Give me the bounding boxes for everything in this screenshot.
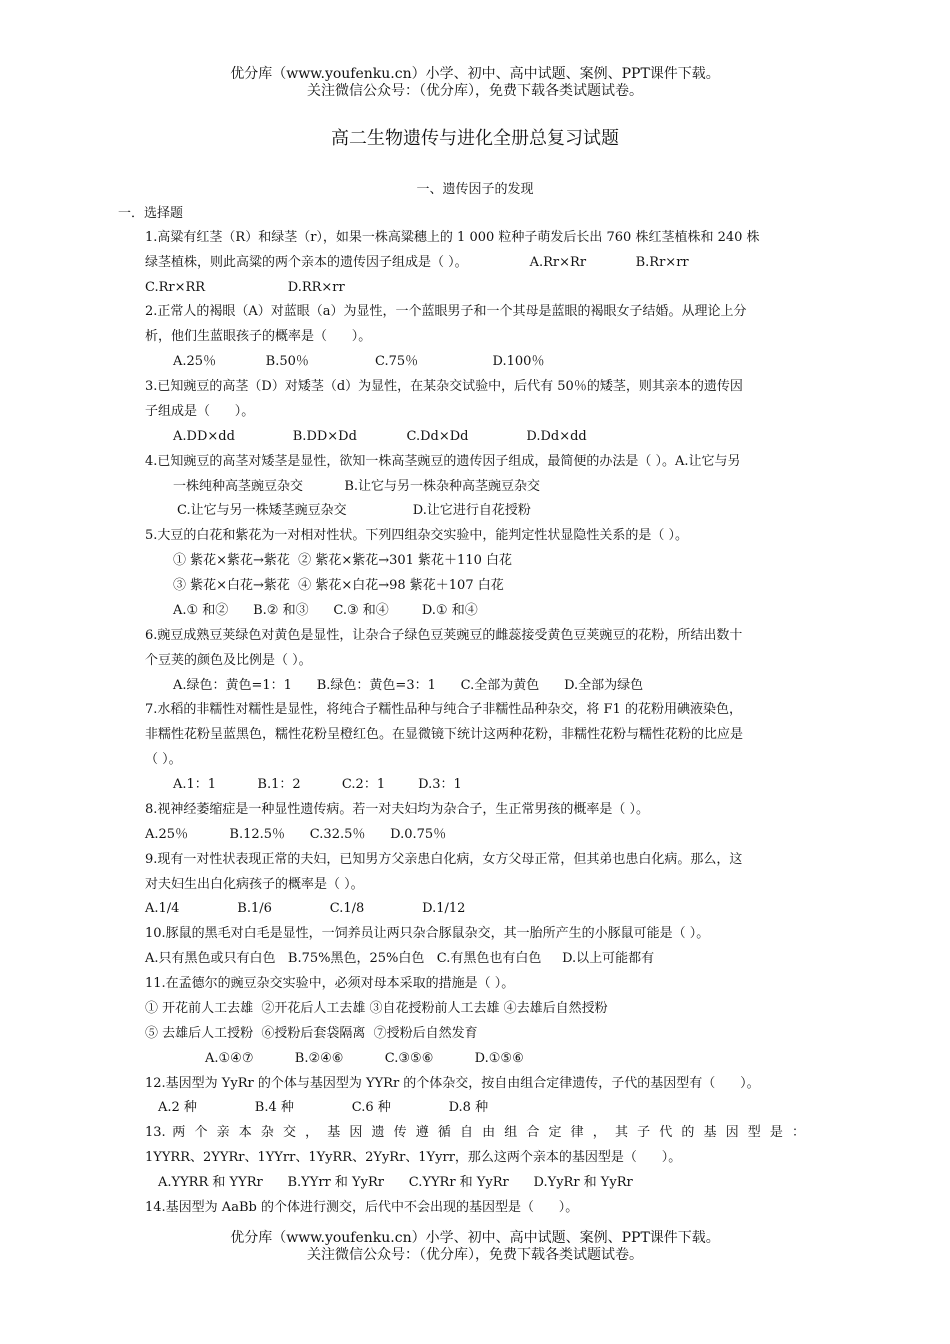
- answer-options: A.1：1 B.1：2 C.2：1 D.3：1: [173, 777, 462, 792]
- question-line: 6.豌豆成熟豆荚绿色对黄色是显性，让杂合子绿色豆荚豌豆的雌蕊接受黄色豆荚豌豆的花粉，所结出数十: [145, 628, 743, 643]
- answer-options: A.YYRR 和 YYRr B.YYrr 和 YyRr C.YYRr 和 YyRr D.YyRr 和 YyRr: [158, 1175, 633, 1190]
- answer-options: A.只有黑色或只有白色 B.75%黑色，25%白色 C.有黑色也有白色 D.以上可能都有: [145, 951, 655, 966]
- question-line: ③ 紫花×白花→紫花 ④ 紫花×白花→98 紫花＋107 白花: [173, 578, 504, 593]
- question-line: 13. 两 个 亲 本 杂 交 ， 基 因 遗 传 遵 循 自 由 组 合 定 律 ， 其 子 代 的 基 因 型 是 ：: [145, 1125, 805, 1140]
- question-line: 4.已知豌豆的高茎对矮茎是显性，欲知一株高茎豌豆的遗传因子组成，最简便的办法是（ ）。A.让它与另: [145, 454, 741, 469]
- document-title: 高二生物遗传与进化全册总复习试题: [331, 128, 619, 149]
- question-line: 11.在孟德尔的豌豆杂交实验中，必须对母本采取的措施是（ ）。: [145, 976, 515, 991]
- question-line: 1YYRR、2YYRr、1YYrr、1YyRR、2YyRr、1Yyrr，那么这两个亲本的基因型是（ ）。: [145, 1150, 682, 1165]
- question-line: 绿茎植株，则此高粱的两个亲本的遗传因子组成是（ ）。 A.Rr×Rr B.Rr×rr: [145, 255, 689, 270]
- question-line: 个豆荚的颜色及比例是（ ）。: [145, 653, 312, 668]
- answer-options: A.① 和② B.② 和③ C.③ 和④ D.① 和④: [173, 603, 478, 618]
- footer-line-2: 关注微信公众号：（优分库），免费下载各类试题试卷。: [307, 1247, 643, 1263]
- question-line: ⑤ 去雄后人工授粉 ⑥授粉后套袋隔离 ⑦授粉后自然发育: [145, 1026, 478, 1041]
- answer-options: A.2 种 B.4 种 C.6 种 D.8 种: [158, 1100, 489, 1115]
- header-line-1: 优分库（www.youfenku.cn）小学、初中、高中试题、案例、PPT课件下载。: [230, 66, 720, 82]
- question-line: 7.水稻的非糯性对糯性是显性，将纯合子糯性品种与纯合子非糯性品种杂交，将 F1 的花粉用碘液染色，: [145, 702, 742, 717]
- section-heading: 一、遗传因子的发现: [416, 182, 534, 197]
- answer-options: A.DD×dd B.DD×Dd C.Dd×Dd D.Dd×dd: [173, 429, 587, 444]
- question-line: 3.已知豌豆的高茎（D）对矮茎（d）为显性，在某杂交试验中，后代有 50％的矮茎，则其亲本的遗传因: [145, 379, 743, 394]
- question-line: 对夫妇生出白化病孩子的概率是（ ）。: [145, 877, 364, 892]
- question-line: ① 开花前人工去雄 ②开花后人工去雄 ③自花授粉前人工去雄 ④去雄后自然授粉: [145, 1001, 608, 1016]
- answer-options: A.绿色：黄色=1：1 B.绿色：黄色=3：1 C.全部为黄色 D.全部为绿色: [173, 678, 644, 693]
- question-line: 非糯性花粉呈蓝黑色，糯性花粉呈橙红色。在显微镜下统计这两种花粉，非糯性花粉与糯性花粉的比应是: [145, 727, 744, 742]
- question-line: 子组成是（ ）。: [145, 404, 255, 419]
- footer-line-1: 优分库（www.youfenku.cn）小学、初中、高中试题、案例、PPT课件下载。: [230, 1230, 720, 1246]
- question-line: 14.基因型为 AaBb 的个体进行测交，后代中不会出现的基因型是（ ）。: [145, 1200, 579, 1215]
- question-line: 5.大豆的白花和紫花为一对相对性状。下列四组杂交实验中，能判定性状显隐性关系的是（ ）。: [145, 528, 689, 543]
- header-line-2: 关注微信公众号：（优分库），免费下载各类试题试卷。: [307, 83, 643, 99]
- answer-options: 一株纯种高茎豌豆杂交 B.让它与另一株杂种高茎豌豆杂交: [173, 479, 541, 494]
- answer-options: A.25％ B.12.5％ C.32.5％ D.0.75％: [145, 827, 447, 842]
- question-line: 1.高粱有红茎（R）和绿茎（r），如果一株高粱穗上的 1 000 粒种子萌发后长出 760 株红茎植株和 240 株: [145, 230, 760, 245]
- question-line: 析，他们生蓝眼孩子的概率是（ ）。: [145, 329, 372, 344]
- answer-options: A.25％ B.50％ C.75％ D.100％: [173, 354, 545, 369]
- question-line: 8.视神经萎缩症是一种显性遗传病。若一对夫妇均为杂合子，生正常男孩的概率是（ ）。: [145, 802, 650, 817]
- question-line: （ ）。: [145, 752, 182, 767]
- page-header: [0, 66, 950, 100]
- question-line: C.Rr×RR D.RR×rr: [145, 280, 345, 295]
- question-line: 12.基因型为 YyRr 的个体与基因型为 YYRr 的个体杂交，按自由组合定律遗传，子代的基因型有（ ）。: [145, 1076, 760, 1091]
- page-footer: [0, 1230, 950, 1264]
- answer-options: A.1/4 B.1/6 C.1/8 D.1/12: [145, 901, 466, 916]
- answer-options: A.①④⑦ B.②④⑥ C.③⑤⑥ D.①⑤⑥: [205, 1051, 524, 1066]
- part-heading: 一．选择题: [118, 206, 184, 221]
- answer-options: C.让它与另一株矮茎豌豆杂交 D.让它进行自花授粉: [177, 503, 531, 518]
- question-line: 2.正常人的褐眼（A）对蓝眼（a）为显性，一个蓝眼男子和一个其母是蓝眼的褐眼女子结婚。从理论上分: [145, 304, 747, 319]
- question-line: 9.现有一对性状表现正常的夫妇，已知男方父亲患白化病，女方父母正常，但其弟也患白化病。那么，这: [145, 852, 743, 867]
- question-line: ① 紫花×紫花→紫花 ② 紫花×紫花→301 紫花＋110 白花: [173, 553, 512, 568]
- question-line: 10.豚鼠的黑毛对白毛是显性，一饲养员让两只杂合豚鼠杂交，其一胎所产生的小豚鼠可能是（ ）。: [145, 926, 710, 941]
